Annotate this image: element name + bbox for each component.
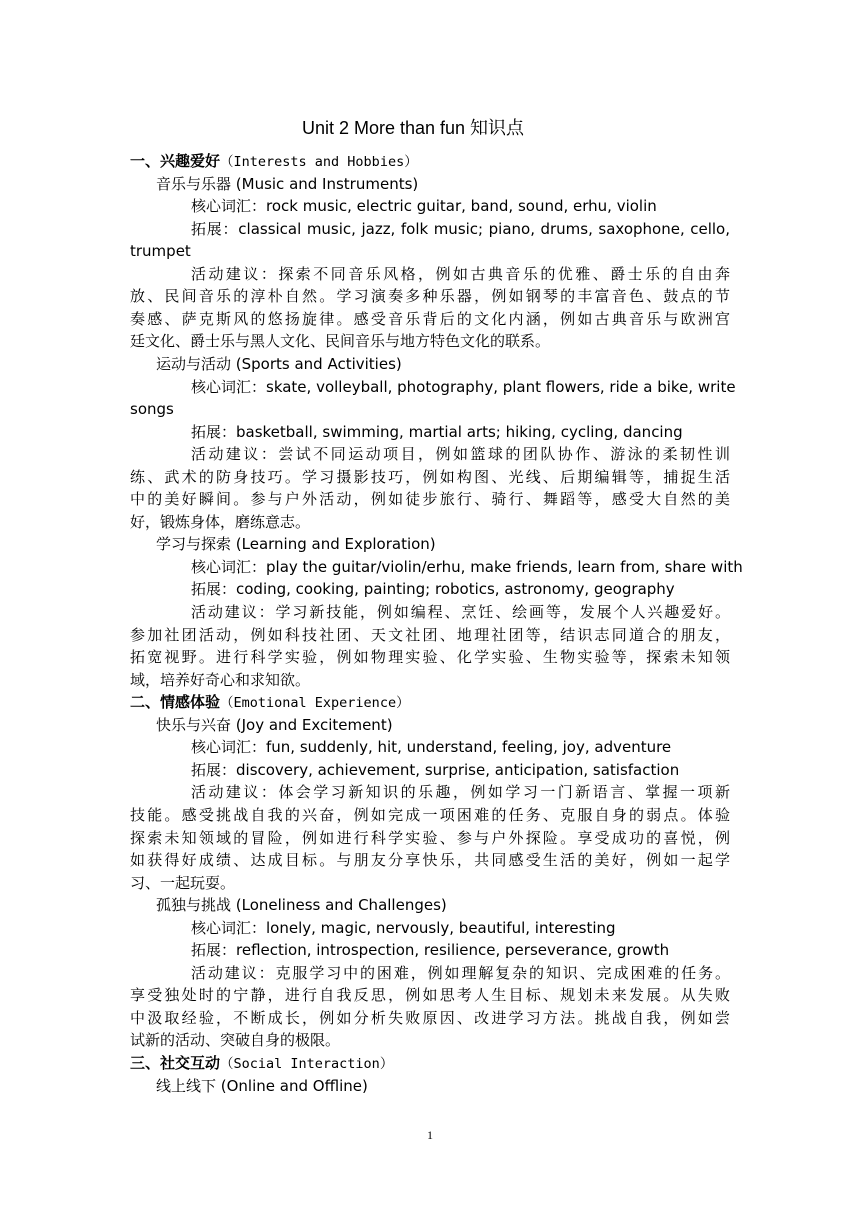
text-line: 核心词汇：skate, volleyball, photography, plant flowers, ride a bike, write xyxy=(191,377,736,396)
text-line: 享受独处时的宁静，进行自我反思，例如思考人生目标、规划未来发展。从失败 xyxy=(130,986,730,1005)
text-line: 练、武术的防身技巧。学习摄影技巧，例如构图、光线、后期编辑等，捕捉生活 xyxy=(130,467,730,486)
text-line: 活动建议：学习新技能，例如编程、烹饪、绘画等，发展个人兴趣爱好。 xyxy=(191,603,730,621)
text-line: 拓展：coding, cooking, painting; robotics, astronomy, geography xyxy=(191,580,675,599)
text-line: 拓展：discovery, achievement, surprise, anticipation, satisfaction xyxy=(191,760,680,779)
text-line: 奏感、萨克斯风的悠扬旋律。感受音乐背后的文化内涵，例如古典音乐与欧洲宫 xyxy=(130,309,730,328)
subsection-heading: 快乐与兴奋 (Joy and Excitement) xyxy=(156,715,393,734)
document-title: Unit 2 More than fun 知识点 xyxy=(301,118,525,138)
section-heading xyxy=(130,691,730,714)
text-line: 活动建议：克服学习中的困难，例如理解复杂的知识、完成困难的任务。 xyxy=(191,963,730,982)
text-line: 拓宽视野。进行科学实验，例如物理实验、化学实验、生物实验等，探索未知领 xyxy=(130,648,730,667)
text-line: 参加社团活动，例如科技社团、天文社团、地理社团等，结识志同道合的朋友， xyxy=(130,625,730,644)
text-line: 活动建议：探索不同音乐风格，例如古典音乐的优雅、爵士乐的自由奔 xyxy=(191,264,730,283)
text-line: 拓展：classical music, jazz, folk music; piano, drums, saxophone, cello, xyxy=(191,219,730,238)
subsection-heading: 孤独与挑战 (Loneliness and Challenges) xyxy=(156,896,447,915)
text-line: 探索未知领域的冒险，例如进行科学实验、参与户外探险。享受成功的喜悦，例 xyxy=(130,828,730,847)
text-line: 活动建议：尝试不同运动项目，例如篮球的团队协作、游泳的柔韧性训 xyxy=(191,445,730,464)
text-line: 核心词汇：lonely, magic, nervously, beautiful, interesting xyxy=(191,918,616,937)
text-line: 核心词汇：play the guitar/violin/erhu, make friends, learn from, share with xyxy=(191,557,743,576)
subsection-heading: 音乐与乐器 (Music and Instruments) xyxy=(156,174,419,193)
text-line: 拓展：reflection, introspection, resilience, perseverance, growth xyxy=(191,941,670,960)
text-line: 域，培养好奇心和求知欲。 xyxy=(130,670,311,689)
section-heading-en: （Interests and Hobbies） xyxy=(220,154,418,170)
text-line: 中汲取经验，不断成长，例如分析失败原因、改进学习方法。挑战自我，例如尝 xyxy=(130,1008,730,1027)
text-line: 核心词汇：fun, suddenly, hit, understand, feeling, joy, adventure xyxy=(191,738,672,757)
text-line: 核心词汇：rock music, electric guitar, band, sound, erhu, violin xyxy=(191,197,657,216)
subsection-heading: 线上线下 (Online and Offline) xyxy=(156,1076,368,1095)
text-line: 技能。感受挑战自我的兴奋，例如完成一项困难的任务、克服自身的弱点。体验 xyxy=(130,805,730,824)
section-heading-en: （Social Interaction） xyxy=(220,1056,394,1072)
section-heading-en: （Emotional Experience） xyxy=(220,695,410,712)
text-line: 好，锻炼身体，磨练意志。 xyxy=(130,512,311,531)
text-line: trumpet xyxy=(130,242,191,261)
text-line: 活动建议：体会学习新知识的乐趣，例如学习一门新语言、掌握一项新 xyxy=(191,783,730,802)
text-line: 习、一起玩耍。 xyxy=(130,873,236,892)
text-line: songs xyxy=(130,400,174,419)
page-number: 1 xyxy=(427,1128,433,1142)
section-heading-cn: 二、情感体验 xyxy=(130,693,221,712)
section-heading-cn: 三、社交互动 xyxy=(130,1054,221,1072)
text-line: 放、民间音乐的淳朴自然。学习演奏多种乐器，例如钢琴的丰富音色、鼓点的节 xyxy=(130,287,730,306)
text-line: 拓展：basketball, swimming, martial arts; hiking, cycling, dancing xyxy=(191,422,683,441)
section-heading xyxy=(130,1052,730,1075)
subsection-heading: 运动与活动 (Sports and Activities) xyxy=(156,354,402,373)
section-heading xyxy=(130,150,730,173)
section-heading-cn: 一、兴趣爱好 xyxy=(130,152,221,170)
text-line: 廷文化、爵士乐与黑人文化、民间音乐与地方特色文化的联系。 xyxy=(130,332,551,351)
subsection-heading: 学习与探索 (Learning and Exploration) xyxy=(156,535,436,554)
text-line: 中的美好瞬间。参与户外活动，例如徒步旅行、骑行、舞蹈等，感受大自然的美 xyxy=(130,490,730,509)
text-line: 试新的活动、突破自身的极限。 xyxy=(130,1031,341,1050)
text-line: 如获得好成绩、达成目标。与朋友分享快乐，共同感受生活的美好，例如一起学 xyxy=(130,851,730,870)
